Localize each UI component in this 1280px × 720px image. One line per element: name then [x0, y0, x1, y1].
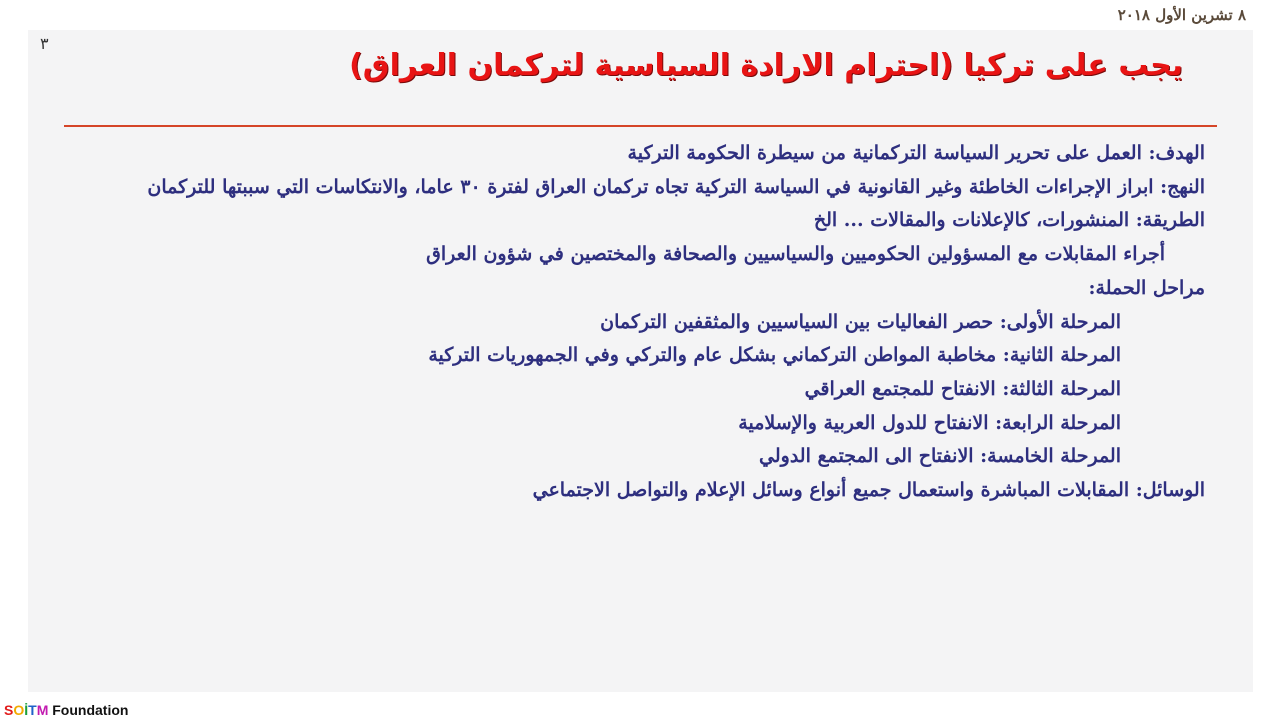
stage-two-line: المرحلة الثانية: مخاطبة المواطن التركماني بشكل عام والتركي وفي الجمهوريات التركية — [428, 344, 1121, 367]
foundation-logo — [4, 702, 128, 718]
stage-five-line: المرحلة الخامسة: الانفتاح الى المجتمع الدولي — [759, 445, 1121, 468]
slide-title: يجب على تركيا (احترام الارادة السياسية لتركمان العراق) — [349, 48, 1183, 83]
page-number: ٣ — [40, 34, 49, 53]
logo-letter-t: T — [28, 702, 37, 718]
means-line: الوسائل: المقابلات المباشرة واستعمال جميع أنواع وسائل الإعلام والتواصل الاجتماعي — [532, 479, 1205, 502]
stage-three-line: المرحلة الثالثة: الانفتاح للمجتمع العراقي — [804, 377, 1121, 400]
method-line: الطريقة: المنشورات، كالإعلانات والمقالات ... الخ — [813, 209, 1205, 232]
logo-letter-i: İ — [24, 702, 29, 718]
interviews-line: أجراء المقابلات مع المسؤولين الحكوميين والسياسيين والصحافة والمختصين في شؤون العراق — [426, 243, 1165, 266]
approach-line — [68, 171, 1205, 205]
logo-letter-o: O — [13, 702, 25, 718]
slide-body — [68, 137, 1205, 508]
stage-one-line: المرحلة الأولى: حصر الفعاليات بين السياسيين والمثقفين التركمان — [600, 310, 1121, 333]
logo-letter-m: M — [36, 702, 49, 718]
title-divider — [64, 125, 1217, 127]
slide-date: ٨ تشرين الأول ٢٠١٨ — [1117, 6, 1246, 24]
logo-suffix: Foundation — [48, 702, 129, 718]
slide-canvas — [28, 30, 1253, 692]
approach-text: النهج: ابراز الإجراءات الخاطئة وغير القانونية في السياسة التركية تجاه تركمان العراق لفترة ٣٠ عاما، والانتكاسات التي سببتها للتركمان — [147, 175, 1205, 198]
goal-line: الهدف: العمل على تحرير السياسة التركمانية من سيطرة الحكومة التركية — [627, 142, 1205, 164]
campaign-stages-heading: مراحل الحملة: — [1088, 276, 1205, 299]
logo-letter-s: S — [4, 702, 14, 718]
stage-four-line: المرحلة الرابعة: الانفتاح للدول العربية والإسلامية — [738, 411, 1121, 434]
